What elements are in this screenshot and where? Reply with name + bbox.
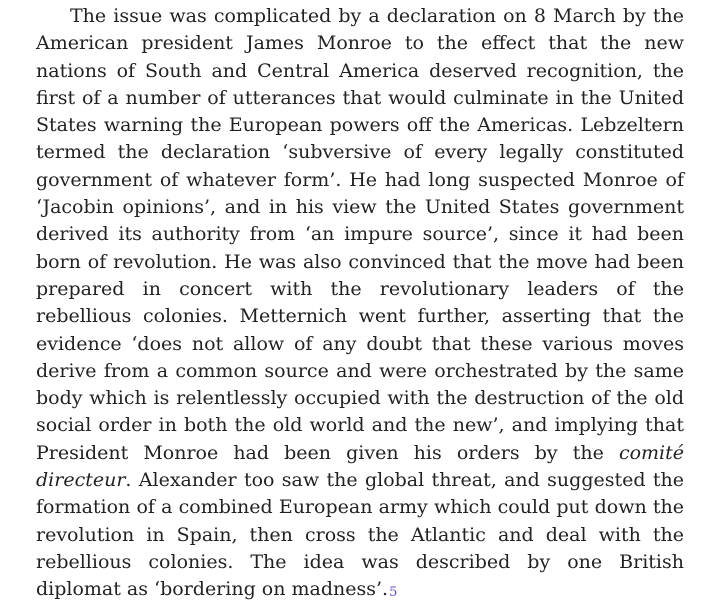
paragraph-text-start: The issue was complicated by a declaration on 8 March by the American president James Monroe to the effect that the new nations of South and Central America deserved recognition, the first of a number of utterances that would culminate in the United States warning the European powers off the Americas. Lebzeltern termed the declaration ‘subversive of every legally constituted government of whatever form’. He had long suspected Monroe of ‘Jacobin opinions’, and in his view the United States government derived its authority from ‘an impure source’, since it had been born of revolution. He was also convinced that the move had been prepared in concert with the revolutionary leaders of the rebellious colonies. Metternich went further, asserting that the evidence ‘does not allow of any doubt that these various moves derive from a common source and were orchestrated by the same body which is relentlessly occupied with the destruction of the old social order in both the old world and the new’, and implying that President Monroe had been given his orders by the (36, 5, 684, 464)
paragraph-text-end: . Alexander too saw the global threat, and suggested the formation of a combined European army which could put down the revolution in Spain, then cross the Atlantic and deal with the rebellious colonies. The idea was described by one British diplomat as ‘bordering on madness’. (36, 469, 684, 601)
footnote-link[interactable]: 5 (389, 585, 398, 601)
emphasized-phrase: comité directeur (36, 441, 684, 492)
body-paragraph (36, 3, 684, 606)
